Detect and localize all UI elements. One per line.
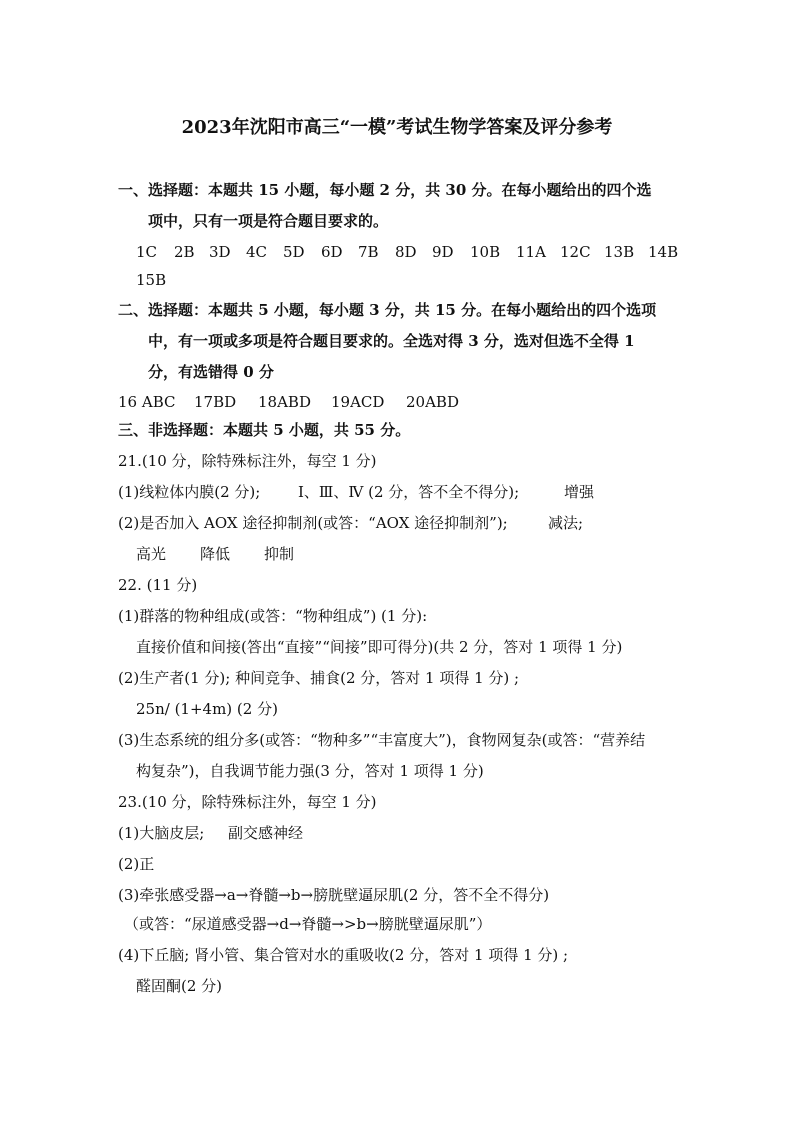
q21-header: 21.(10 分，除特殊标注外，每空 1 分): [118, 452, 377, 470]
q22-part2: (2)生产者(1 分); 种间竞争、捕食(2 分，答对 1 项得 1 分) ;: [118, 669, 520, 687]
answer-2: 2B: [174, 243, 195, 261]
q23-part1-a: (1)大脑皮层;: [118, 824, 205, 842]
answer-19: 19ACD: [331, 393, 385, 411]
section2-heading-line2: 中，有一项或多项是符合题目要求的。全选对得 3 分，选对但选不全得 1: [148, 332, 635, 350]
q21-part2-b: 减法;: [548, 514, 584, 532]
section2-heading-line1: 二、选择题：本题共 5 小题，每小题 3 分，共 15 分。在每小题给出的四个选项: [118, 301, 657, 319]
answer-10: 10B: [470, 243, 501, 261]
answer-20: 20ABD: [406, 393, 459, 411]
answer-11: 11A: [516, 243, 546, 261]
q22-part3-line2: 构复杂”)，自我调节能力强(3 分，答对 1 项得 1 分): [136, 762, 484, 780]
q21-part1-c: 增强: [564, 483, 595, 501]
section1-heading-line2: 项中，只有一项是符合题目要求的。: [148, 212, 389, 230]
answer-16: 16 ABC: [118, 393, 176, 411]
section1-heading-line1: 一、选择题：本题共 15 小题，每小题 2 分，共 30 分。在每小题给出的四个选: [118, 181, 652, 199]
q23-header: 23.(10 分，除特殊标注外，每空 1 分): [118, 793, 377, 811]
section2-heading-line3: 分，有选错得 0 分: [148, 363, 274, 381]
q21-part2-c3: 抑制: [264, 545, 295, 563]
q22-part1: (1)群落的物种组成(或答：“物种组成”) (1 分):: [118, 607, 428, 625]
q22-header: 22. (11 分): [118, 576, 198, 594]
q23-part1-b: 副交感神经: [228, 824, 304, 842]
q21-part2-c2: 降低: [200, 545, 231, 563]
answer-8: 8D: [395, 243, 417, 261]
answer-17: 17BD: [194, 393, 237, 411]
answer-6: 6D: [321, 243, 343, 261]
q23-part2: (2)正: [118, 855, 155, 873]
answer-3: 3D: [209, 243, 231, 261]
q22-part2-b: 25n/ (1+4m) (2 分): [136, 700, 278, 718]
q21-part1-a: (1)线粒体内膜(2 分);: [118, 483, 261, 501]
answer-7: 7B: [358, 243, 379, 261]
q22-part1-b: 直接价值和间接(答出“直接”“间接”即可得分)(共 2 分，答对 1 项得 1 分): [136, 638, 623, 656]
q21-part2-c1: 高光: [136, 545, 167, 563]
answer-9: 9D: [432, 243, 454, 261]
page-title: 2023年沈阳市高三“一模”考试生物学答案及评分参考: [181, 117, 613, 138]
answer-5: 5D: [283, 243, 305, 261]
q23-part4-b: 醛固酮(2 分): [136, 977, 223, 995]
answer-13: 13B: [604, 243, 635, 261]
q23-part4: (4)下丘脑; 肾小管、集合管对水的重吸收(2 分，答对 1 项得 1 分) ;: [118, 946, 569, 964]
q21-part2-a: (2)是否加入 AOX 途径抑制剂(或答：“AOX 途径抑制剂”);: [118, 514, 508, 532]
q22-part3-line1: (3)生态系统的组分多(或答：“物种多”“丰富度大”)，食物网复杂(或答：“营养结: [118, 731, 646, 749]
q21-part1-b: Ⅰ、Ⅲ、Ⅳ (2 分，答不全不得分);: [298, 483, 520, 501]
answer-12: 12C: [560, 243, 591, 261]
q23-part3: (3)牵张感受器→a→脊髓→b→膀胱壁逼尿肌(2 分，答不全不得分): [118, 886, 550, 904]
q23-part3-b: （或答：“尿道感受器→d→脊髓→>b→膀胱壁逼尿肌”）: [124, 915, 492, 933]
section3-heading: 三、非选择题：本题共 5 小题，共 55 分。: [118, 421, 411, 439]
answer-14: 14B: [648, 243, 679, 261]
answer-15: 15B: [136, 271, 167, 289]
answer-1: 1C: [136, 243, 158, 261]
answer-4: 4C: [246, 243, 268, 261]
answer-18: 18ABD: [258, 393, 311, 411]
